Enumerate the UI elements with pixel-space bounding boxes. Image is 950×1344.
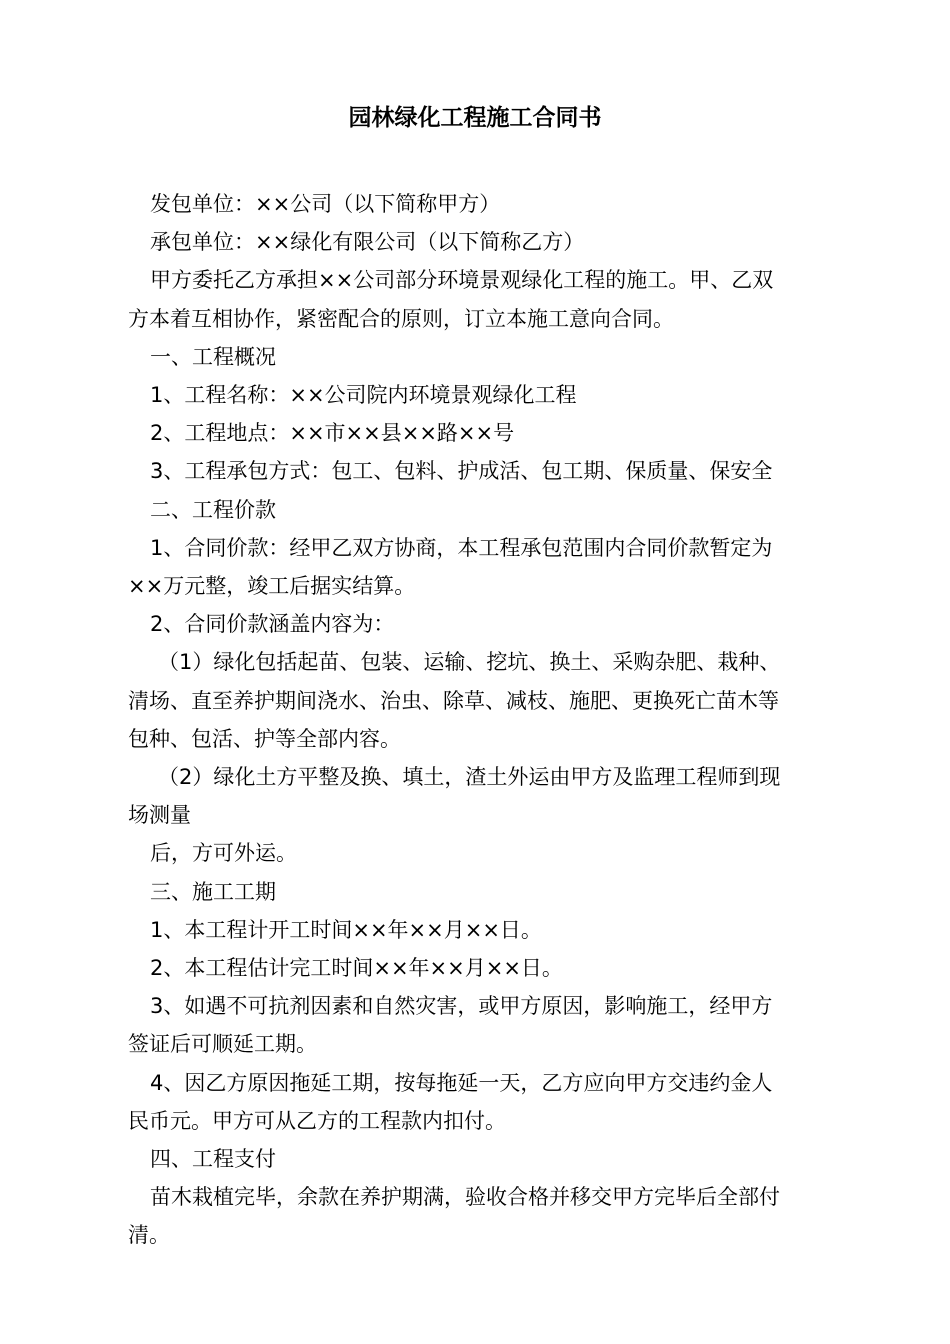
paragraph-line: 方本着互相协作，紧密配合的原则，订立本施工意向合同。: [128, 306, 674, 331]
paragraph-line: 清。: [128, 1223, 170, 1248]
paragraph-line: 1、本工程计开工时间××年××月××日。: [150, 917, 542, 942]
paragraph-line: 民币元。甲方可从乙方的工程款内扣付。: [128, 1108, 506, 1133]
paragraph-line: 3、如遇不可抗剂因素和自然灾害，或甲方原因，影响施工，经甲方: [150, 994, 773, 1019]
paragraph-line: ××万元整，竣工后据实结算。: [128, 574, 416, 599]
paragraph-line: 甲方委托乙方承担××公司部分环境景观绿化工程的施工。甲、乙双: [150, 268, 774, 293]
paragraph-line: 苗木栽植完毕，余款在养护期满，验收合格并移交甲方完毕后全部付: [150, 1185, 780, 1210]
paragraph-line: 2、合同价款涵盖内容为：: [150, 612, 395, 637]
paragraph-line: 1、合同价款：经甲乙双方协商，本工程承包范围内合同价款暂定为: [150, 535, 773, 560]
section-heading: 三、施工工期: [150, 879, 276, 904]
document-body: [128, 185, 822, 1255]
document-title: 园林绿化工程施工合同书: [348, 105, 602, 131]
paragraph-line: 2、本工程估计完工时间××年××月××日。: [150, 956, 563, 981]
paragraph-line: 包种、包活、护等全部内容。: [128, 726, 401, 751]
paragraph-line: 1、工程名称：××公司院内环境景观绿化工程: [150, 383, 577, 408]
section-heading: 二、工程价款: [150, 497, 276, 522]
paragraph-line: （2）绿化土方平整及换、填土，渣土外运由甲方及监理工程师到现: [158, 765, 781, 790]
section-heading: 一、工程概况: [150, 344, 276, 369]
paragraph-line: 3、工程承包方式：包工、包料、护成活、包工期、保质量、保安全: [150, 459, 773, 484]
paragraph-line: 后，方可外运。: [150, 841, 297, 866]
paragraph-line: 清场、直至养护期间浇水、治虫、除草、减枝、施肥、更换死亡苗木等: [128, 688, 779, 713]
paragraph-line: 发包单位：××公司（以下简称甲方）: [150, 192, 501, 216]
paragraph-line: 签证后可顺延工期。: [128, 1032, 317, 1057]
section-heading: 四、工程支付: [150, 1147, 276, 1172]
paragraph-line: 2、工程地点：××市××县××路××号: [150, 421, 515, 446]
paragraph-line: 4、因乙方原因拖延工期，按每拖延一天，乙方应向甲方交违约金人: [150, 1070, 773, 1095]
paragraph-line: 承包单位：××绿化有限公司（以下简称乙方）: [150, 230, 585, 255]
paragraph-line: （1）绿化包括起苗、包装、运输、挖坑、换土、采购杂肥、栽种、: [158, 650, 781, 675]
paragraph-line: 场测量: [128, 803, 191, 828]
